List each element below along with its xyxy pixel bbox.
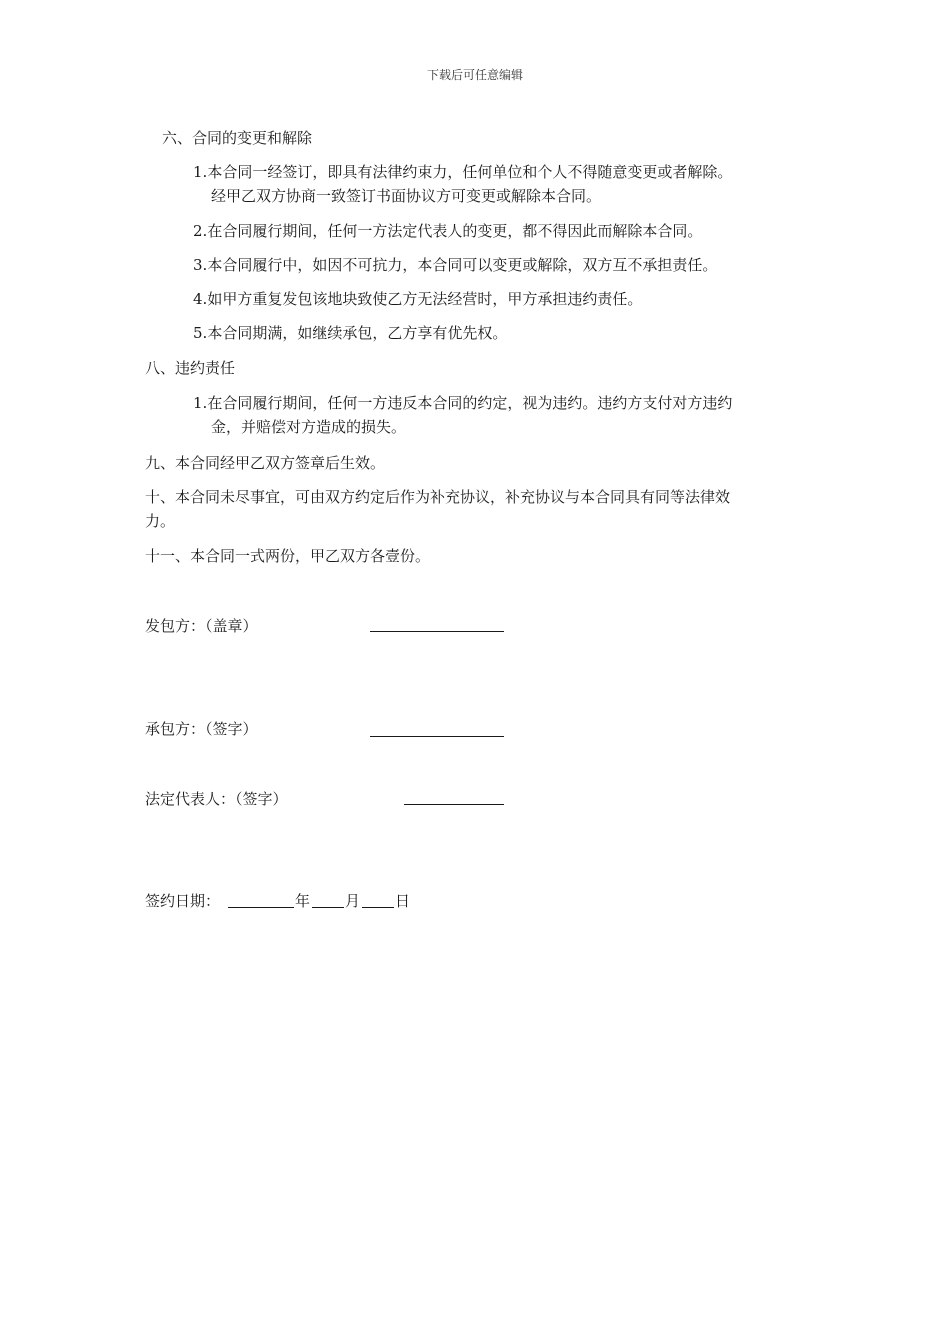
section-6-item-5	[193, 321, 507, 345]
item-number: 3.	[193, 256, 208, 274]
section-10-line-2: 力。	[145, 512, 176, 530]
item-text: 如甲方重复发包该地块致使乙方无法经营时，甲方承担违约责任。	[207, 290, 643, 308]
legal-rep-signature-line	[404, 804, 504, 805]
section-8-item-1-line-2: 金，并赔偿对方造成的损失。	[211, 418, 407, 436]
item-text: 本合同期满，如继续承包，乙方享有优先权。	[207, 324, 508, 342]
employer-signature-line	[370, 631, 504, 632]
employer-signature-label: 发包方：（盖章）	[145, 617, 258, 635]
section-8-item-1-line-1	[193, 391, 732, 415]
section-11-text: 十一、本合同一式两份，甲乙双方各壹份。	[145, 547, 431, 565]
section-9-text: 九、本合同经甲乙双方签章后生效。	[145, 454, 386, 472]
item-text: 本合同一经签订，即具有法律约束力，任何单位和个人不得随意变更或者解除。	[207, 163, 733, 181]
section-6-item-3	[193, 253, 717, 277]
signing-date-label: 签约日期：	[145, 892, 221, 910]
contractor-signature-line	[370, 736, 504, 737]
date-month-blank	[312, 907, 344, 908]
section-10-line-1: 十、本合同未尽事宜，可由双方约定后作为补充协议，补充协议与本合同具有同等法律效	[145, 488, 731, 506]
item-text: 在合同履行期间，任何一方法定代表人的变更，都不得因此而解除本合同。	[207, 222, 703, 240]
contractor-signature-label: 承包方：（签字）	[145, 720, 258, 738]
date-day-label: 日	[395, 892, 411, 910]
date-month-label: 月	[345, 892, 361, 910]
section-8-title: 八、违约责任	[145, 359, 236, 377]
item-number: 4.	[193, 290, 208, 308]
item-number: 1.	[193, 394, 208, 412]
item-number: 1.	[193, 163, 208, 181]
date-year-label: 年	[295, 892, 311, 910]
section-6-item-1-line-1	[193, 160, 732, 184]
section-6-item-2	[193, 219, 702, 243]
item-text: 本合同履行中，如因不可抗力，本合同可以变更或解除，双方互不承担责任。	[207, 256, 718, 274]
page-header: 下载后可任意编辑	[426, 68, 523, 82]
item-number: 5.	[193, 324, 208, 342]
item-text: 在合同履行期间，任何一方违反本合同的约定，视为违约。违约方支付对方违约	[207, 394, 733, 412]
date-day-blank	[362, 907, 394, 908]
item-number: 2.	[193, 222, 208, 240]
date-year-blank	[228, 907, 294, 908]
section-6-item-1-line-2: 经甲乙双方协商一致签订书面协议方可变更或解除本合同。	[211, 187, 602, 205]
section-6-title: 六、合同的变更和解除	[162, 129, 313, 147]
legal-rep-signature-label: 法定代表人：（签字）	[145, 790, 288, 808]
section-6-item-4	[193, 287, 642, 311]
